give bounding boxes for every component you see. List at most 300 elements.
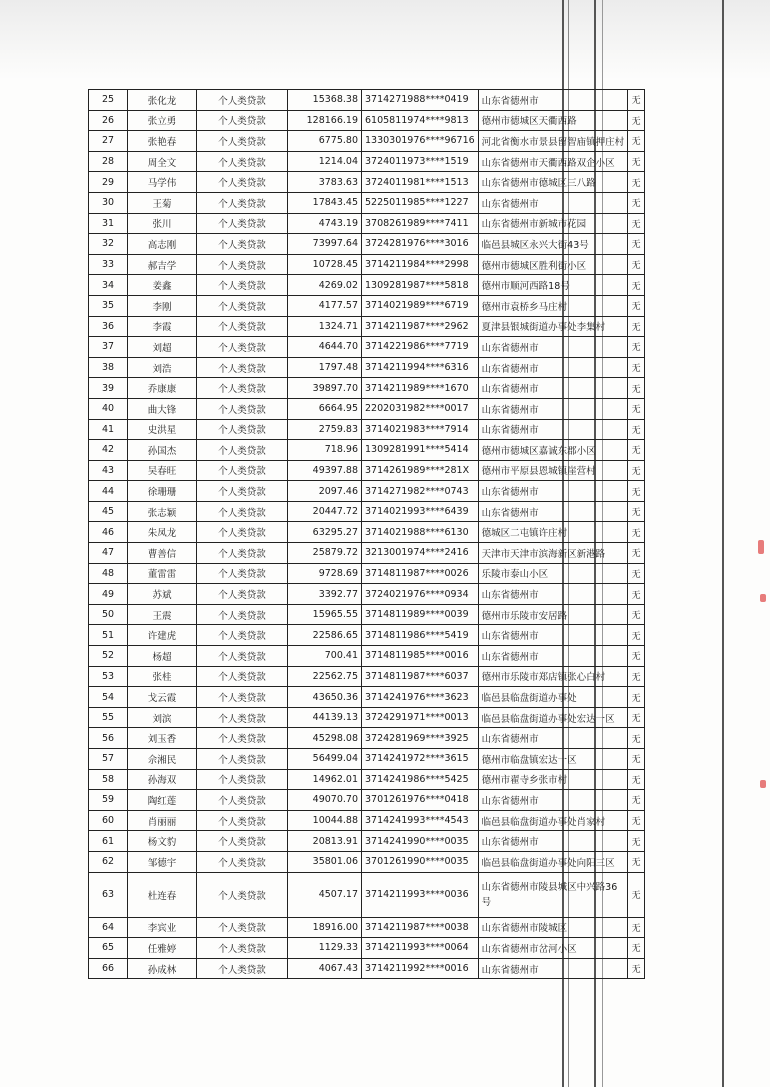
- loan-amount: 1324.71: [288, 316, 362, 337]
- loan-amount: 6775.80: [288, 131, 362, 152]
- borrower-name: 李刚: [128, 295, 197, 316]
- borrower-name: 张志颖: [128, 501, 197, 522]
- id-number: 3708261989****7411: [362, 213, 479, 234]
- loan-type: 个人类贷款: [197, 749, 288, 770]
- id-number: 2202031982****0017: [362, 398, 479, 419]
- row-index: 30: [89, 192, 128, 213]
- loan-amount: 718.96: [288, 440, 362, 461]
- loan-amount: 9728.69: [288, 563, 362, 584]
- table-row: [89, 687, 645, 708]
- table-row: [89, 851, 645, 872]
- note: 无: [628, 938, 645, 959]
- loan-type: 个人类贷款: [197, 110, 288, 131]
- row-index: 63: [89, 872, 128, 917]
- address: 天津市天津市滨海新区新港路: [478, 543, 628, 564]
- id-number: 3701261976****0418: [362, 790, 479, 811]
- loan-type: 个人类贷款: [197, 481, 288, 502]
- table-row: [89, 872, 645, 917]
- note: 无: [628, 295, 645, 316]
- loan-amount: 43650.36: [288, 687, 362, 708]
- borrower-name: 张化龙: [128, 90, 197, 111]
- table-row: [89, 625, 645, 646]
- row-index: 28: [89, 151, 128, 172]
- address: 山东省德州市: [478, 192, 628, 213]
- borrower-name: 高志刚: [128, 234, 197, 255]
- loan-type: 个人类贷款: [197, 90, 288, 111]
- borrower-name: 任雅婷: [128, 938, 197, 959]
- loan-type: 个人类贷款: [197, 337, 288, 358]
- borrower-name: 杨超: [128, 646, 197, 667]
- note: 无: [628, 172, 645, 193]
- borrower-name: 邹德宇: [128, 851, 197, 872]
- loan-type: 个人类贷款: [197, 707, 288, 728]
- address: 河北省衡水市景县留智庙镇押庄村: [478, 131, 628, 152]
- row-index: 32: [89, 234, 128, 255]
- row-index: 37: [89, 337, 128, 358]
- row-index: 49: [89, 584, 128, 605]
- loan-type: 个人类贷款: [197, 501, 288, 522]
- table-row: [89, 749, 645, 770]
- address: 山东省德州市: [478, 728, 628, 749]
- row-index: 56: [89, 728, 128, 749]
- address: 山东省德州市: [478, 501, 628, 522]
- address: 夏津县银城街道办事处李集村: [478, 316, 628, 337]
- table-row: [89, 522, 645, 543]
- note: 无: [628, 481, 645, 502]
- id-number: 3714811987****0026: [362, 563, 479, 584]
- loan-amount: 2097.46: [288, 481, 362, 502]
- loan-amount: 4644.70: [288, 337, 362, 358]
- table-row: [89, 460, 645, 481]
- address: 山东省德州市: [478, 419, 628, 440]
- loan-amount: 18916.00: [288, 917, 362, 938]
- id-number: 3714211989****1670: [362, 378, 479, 399]
- loan-type: 个人类贷款: [197, 604, 288, 625]
- address: 乐陵市泰山小区: [478, 563, 628, 584]
- note: 无: [628, 419, 645, 440]
- loan-type: 个人类贷款: [197, 646, 288, 667]
- address: 临邑县临盘街道办事处: [478, 687, 628, 708]
- table-row: [89, 543, 645, 564]
- address: 山东省德州市岔河小区: [478, 938, 628, 959]
- row-index: 47: [89, 543, 128, 564]
- table-row: [89, 831, 645, 852]
- borrower-name: 周全文: [128, 151, 197, 172]
- loan-type: 个人类贷款: [197, 357, 288, 378]
- loan-type: 个人类贷款: [197, 543, 288, 564]
- id-number: 3714241986****5425: [362, 769, 479, 790]
- loan-amount: 20447.72: [288, 501, 362, 522]
- loan-amount: 22586.65: [288, 625, 362, 646]
- row-index: 59: [89, 790, 128, 811]
- loan-type: 个人类贷款: [197, 872, 288, 917]
- id-number: 6105811974****9813: [362, 110, 479, 131]
- id-number: 3714261989****281X: [362, 460, 479, 481]
- loan-amount: 700.41: [288, 646, 362, 667]
- borrower-name: 郝吉学: [128, 254, 197, 275]
- loan-type: 个人类贷款: [197, 938, 288, 959]
- loan-amount: 1797.48: [288, 357, 362, 378]
- table-row: [89, 728, 645, 749]
- table-row: [89, 958, 645, 979]
- table-row: [89, 938, 645, 959]
- loan-amount: 6664.95: [288, 398, 362, 419]
- borrower-name: 王震: [128, 604, 197, 625]
- borrower-name: 孙海双: [128, 769, 197, 790]
- loan-type: 个人类贷款: [197, 790, 288, 811]
- id-number: 3724011973****1519: [362, 151, 479, 172]
- table-row: [89, 131, 645, 152]
- note: 无: [628, 666, 645, 687]
- note: 无: [628, 584, 645, 605]
- borrower-name: 张桂: [128, 666, 197, 687]
- row-index: 55: [89, 707, 128, 728]
- loan-type: 个人类贷款: [197, 398, 288, 419]
- row-index: 39: [89, 378, 128, 399]
- loan-type: 个人类贷款: [197, 666, 288, 687]
- address: 山东省德州市: [478, 90, 628, 111]
- note: 无: [628, 687, 645, 708]
- loan-amount: 39897.70: [288, 378, 362, 399]
- loan-type: 个人类贷款: [197, 460, 288, 481]
- loan-type: 个人类贷款: [197, 192, 288, 213]
- loan-amount: 2759.83: [288, 419, 362, 440]
- table-row: [89, 357, 645, 378]
- id-number: 3714221986****7719: [362, 337, 479, 358]
- borrower-name: 王菊: [128, 192, 197, 213]
- loan-amount: 73997.64: [288, 234, 362, 255]
- table-row: [89, 666, 645, 687]
- row-index: 65: [89, 938, 128, 959]
- loan-amount: 3392.77: [288, 584, 362, 605]
- note: 无: [628, 275, 645, 296]
- note: 无: [628, 316, 645, 337]
- loan-type: 个人类贷款: [197, 958, 288, 979]
- id-number: 3724281976****3016: [362, 234, 479, 255]
- loan-amount: 35801.06: [288, 851, 362, 872]
- borrower-name: 李宾业: [128, 917, 197, 938]
- loan-type: 个人类贷款: [197, 172, 288, 193]
- loan-type: 个人类贷款: [197, 563, 288, 584]
- id-number: 3714021989****6719: [362, 295, 479, 316]
- loan-type: 个人类贷款: [197, 378, 288, 399]
- note: 无: [628, 851, 645, 872]
- id-number: 3724291971****0013: [362, 707, 479, 728]
- address: 山东省德州市陵城区: [478, 917, 628, 938]
- loan-amount: 10044.88: [288, 810, 362, 831]
- table-row: [89, 172, 645, 193]
- table-row: [89, 254, 645, 275]
- table-row: [89, 917, 645, 938]
- id-number: 5225011985****1227: [362, 192, 479, 213]
- row-index: 33: [89, 254, 128, 275]
- loan-amount: 49070.70: [288, 790, 362, 811]
- note: 无: [628, 543, 645, 564]
- table-row: [89, 481, 645, 502]
- note: 无: [628, 110, 645, 131]
- table-row: [89, 563, 645, 584]
- note: 无: [628, 872, 645, 917]
- note: 无: [628, 440, 645, 461]
- id-number: 1309281987****5818: [362, 275, 479, 296]
- borrower-name: 孙国杰: [128, 440, 197, 461]
- table-row: [89, 398, 645, 419]
- row-index: 57: [89, 749, 128, 770]
- note: 无: [628, 398, 645, 419]
- loan-type: 个人类贷款: [197, 295, 288, 316]
- row-index: 64: [89, 917, 128, 938]
- table-row: [89, 110, 645, 131]
- borrower-name: 苏斌: [128, 584, 197, 605]
- id-number: 3724011981****1513: [362, 172, 479, 193]
- row-index: 41: [89, 419, 128, 440]
- row-index: 48: [89, 563, 128, 584]
- row-index: 60: [89, 810, 128, 831]
- id-number: 3714271982****0743: [362, 481, 479, 502]
- row-index: 50: [89, 604, 128, 625]
- loan-amount: 49397.88: [288, 460, 362, 481]
- loan-type: 个人类贷款: [197, 625, 288, 646]
- borrower-name: 肖丽丽: [128, 810, 197, 831]
- note: 无: [628, 192, 645, 213]
- address: 德州市德城区胜利街小区: [478, 254, 628, 275]
- note: 无: [628, 646, 645, 667]
- row-index: 27: [89, 131, 128, 152]
- id-number: 3724021976****0934: [362, 584, 479, 605]
- borrower-name: 朱凤龙: [128, 522, 197, 543]
- row-index: 54: [89, 687, 128, 708]
- row-index: 58: [89, 769, 128, 790]
- address: 山东省德州市: [478, 481, 628, 502]
- loan-type: 个人类贷款: [197, 917, 288, 938]
- address: 山东省德州市新城市花园: [478, 213, 628, 234]
- row-index: 40: [89, 398, 128, 419]
- address: 山东省德州市: [478, 337, 628, 358]
- table-row: [89, 337, 645, 358]
- table-row: [89, 295, 645, 316]
- loan-amount: 128166.19: [288, 110, 362, 131]
- address: 德州市德城区嘉诚东郡小区: [478, 440, 628, 461]
- borrower-name: 吴春旺: [128, 460, 197, 481]
- borrower-name: 董雷雷: [128, 563, 197, 584]
- id-number: 3714241972****3615: [362, 749, 479, 770]
- stamp-mark: [760, 594, 766, 602]
- address: 山东省德州市: [478, 958, 628, 979]
- table-row: [89, 790, 645, 811]
- table-row: [89, 440, 645, 461]
- borrower-name: 李霞: [128, 316, 197, 337]
- id-number: 3714811985****0016: [362, 646, 479, 667]
- address: 临邑县临盘街道办事处宏达一区: [478, 707, 628, 728]
- address: 德州市临盘镇宏达一区: [478, 749, 628, 770]
- loan-amount: 25879.72: [288, 543, 362, 564]
- note: 无: [628, 917, 645, 938]
- borrower-name: 刘超: [128, 337, 197, 358]
- borrower-name: 戈云霞: [128, 687, 197, 708]
- row-index: 42: [89, 440, 128, 461]
- loan-type: 个人类贷款: [197, 275, 288, 296]
- address: 临邑县临盘街道办事处肖家村: [478, 810, 628, 831]
- table-row: [89, 810, 645, 831]
- loan-type: 个人类贷款: [197, 213, 288, 234]
- table-row: [89, 707, 645, 728]
- loan-type: 个人类贷款: [197, 316, 288, 337]
- address: 山东省德州市: [478, 625, 628, 646]
- borrower-name: 徐珊珊: [128, 481, 197, 502]
- id-number: 3714211984****2998: [362, 254, 479, 275]
- address: 山东省德州市: [478, 790, 628, 811]
- note: 无: [628, 213, 645, 234]
- loan-amount: 3783.63: [288, 172, 362, 193]
- note: 无: [628, 563, 645, 584]
- loan-amount: 14962.01: [288, 769, 362, 790]
- row-index: 29: [89, 172, 128, 193]
- row-index: 66: [89, 958, 128, 979]
- address: 山东省德州市: [478, 398, 628, 419]
- note: 无: [628, 522, 645, 543]
- id-number: 3714211992****0016: [362, 958, 479, 979]
- loan-type: 个人类贷款: [197, 810, 288, 831]
- borrower-name: 刘滨: [128, 707, 197, 728]
- table-row: [89, 604, 645, 625]
- loan-amount: 4067.43: [288, 958, 362, 979]
- borrower-name: 杜连春: [128, 872, 197, 917]
- address: 德州市平原县恩城镇崖营村: [478, 460, 628, 481]
- id-number: 3714811986****5419: [362, 625, 479, 646]
- row-index: 44: [89, 481, 128, 502]
- address: 山东省德州市: [478, 646, 628, 667]
- id-number: 3714241990****0035: [362, 831, 479, 852]
- row-index: 25: [89, 90, 128, 111]
- table-row: [89, 419, 645, 440]
- id-number: 3714211994****6316: [362, 357, 479, 378]
- borrower-name: 佘湘民: [128, 749, 197, 770]
- note: 无: [628, 625, 645, 646]
- id-number: 3714211993****0064: [362, 938, 479, 959]
- table-row: [89, 584, 645, 605]
- id-number: 1330301976****96716: [362, 131, 479, 152]
- id-number: 3714211993****0036: [362, 872, 479, 917]
- note: 无: [628, 254, 645, 275]
- loan-amount: 56499.04: [288, 749, 362, 770]
- address: 德州市乐陵市安居路: [478, 604, 628, 625]
- note: 无: [628, 357, 645, 378]
- row-index: 46: [89, 522, 128, 543]
- address: 山东省德州市: [478, 584, 628, 605]
- id-number: 3714811989****0039: [362, 604, 479, 625]
- loan-amount: 20813.91: [288, 831, 362, 852]
- note: 无: [628, 234, 645, 255]
- loan-type: 个人类贷款: [197, 728, 288, 749]
- note: 无: [628, 790, 645, 811]
- loan-type: 个人类贷款: [197, 254, 288, 275]
- row-index: 34: [89, 275, 128, 296]
- id-number: 1309281991****5414: [362, 440, 479, 461]
- row-index: 38: [89, 357, 128, 378]
- loan-amount: 22562.75: [288, 666, 362, 687]
- row-index: 35: [89, 295, 128, 316]
- id-number: 3714211987****0038: [362, 917, 479, 938]
- note: 无: [628, 728, 645, 749]
- note: 无: [628, 749, 645, 770]
- id-number: 3714241976****3623: [362, 687, 479, 708]
- borrower-name: 刘浩: [128, 357, 197, 378]
- id-number: 3714211987****2962: [362, 316, 479, 337]
- address: 临邑县城区永兴大街43号: [478, 234, 628, 255]
- address: 山东省德州市陵县城区中兴路36号: [478, 872, 628, 917]
- address: 德城区二屯镇许庄村: [478, 522, 628, 543]
- borrower-name: 姜鑫: [128, 275, 197, 296]
- table-row: [89, 90, 645, 111]
- stamp-mark: [760, 780, 766, 788]
- borrower-name: 杨文豹: [128, 831, 197, 852]
- row-index: 45: [89, 501, 128, 522]
- loan-amount: 4269.02: [288, 275, 362, 296]
- loan-table: [88, 89, 645, 979]
- loan-type: 个人类贷款: [197, 831, 288, 852]
- loan-amount: 45298.08: [288, 728, 362, 749]
- loan-amount: 4507.17: [288, 872, 362, 917]
- note: 无: [628, 501, 645, 522]
- id-number: 3714021988****6130: [362, 522, 479, 543]
- borrower-name: 陶红莲: [128, 790, 197, 811]
- address: 山东省德州市: [478, 357, 628, 378]
- loan-type: 个人类贷款: [197, 419, 288, 440]
- table-row: [89, 769, 645, 790]
- loan-amount: 63295.27: [288, 522, 362, 543]
- borrower-name: 张艳春: [128, 131, 197, 152]
- row-index: 52: [89, 646, 128, 667]
- id-number: 3714271988****0419: [362, 90, 479, 111]
- id-number: 3714021983****7914: [362, 419, 479, 440]
- loan-type: 个人类贷款: [197, 131, 288, 152]
- address: 山东省德州市: [478, 378, 628, 399]
- borrower-name: 马学伟: [128, 172, 197, 193]
- note: 无: [628, 131, 645, 152]
- table-row: [89, 646, 645, 667]
- loan-amount: 15368.38: [288, 90, 362, 111]
- loan-amount: 1214.04: [288, 151, 362, 172]
- table-row: [89, 151, 645, 172]
- borrower-name: 曲大锋: [128, 398, 197, 419]
- row-index: 36: [89, 316, 128, 337]
- loan-type: 个人类贷款: [197, 687, 288, 708]
- table-row: [89, 213, 645, 234]
- table-row: [89, 378, 645, 399]
- row-index: 26: [89, 110, 128, 131]
- note: 无: [628, 460, 645, 481]
- note: 无: [628, 90, 645, 111]
- loan-type: 个人类贷款: [197, 584, 288, 605]
- row-index: 31: [89, 213, 128, 234]
- note: 无: [628, 958, 645, 979]
- row-index: 62: [89, 851, 128, 872]
- borrower-name: 乔康康: [128, 378, 197, 399]
- note: 无: [628, 831, 645, 852]
- address: 山东省德州市天衢西路双企小区: [478, 151, 628, 172]
- loan-type: 个人类贷款: [197, 769, 288, 790]
- table-row: [89, 275, 645, 296]
- loan-type: 个人类贷款: [197, 851, 288, 872]
- loan-amount: 44139.13: [288, 707, 362, 728]
- address: 德州市德城区天衢西路: [478, 110, 628, 131]
- address: 山东省德州市德城区三八路: [478, 172, 628, 193]
- table-row: [89, 192, 645, 213]
- loan-amount: 17843.45: [288, 192, 362, 213]
- stamp-mark: [758, 540, 764, 554]
- id-number: 3714241993****4543: [362, 810, 479, 831]
- borrower-name: 史洪星: [128, 419, 197, 440]
